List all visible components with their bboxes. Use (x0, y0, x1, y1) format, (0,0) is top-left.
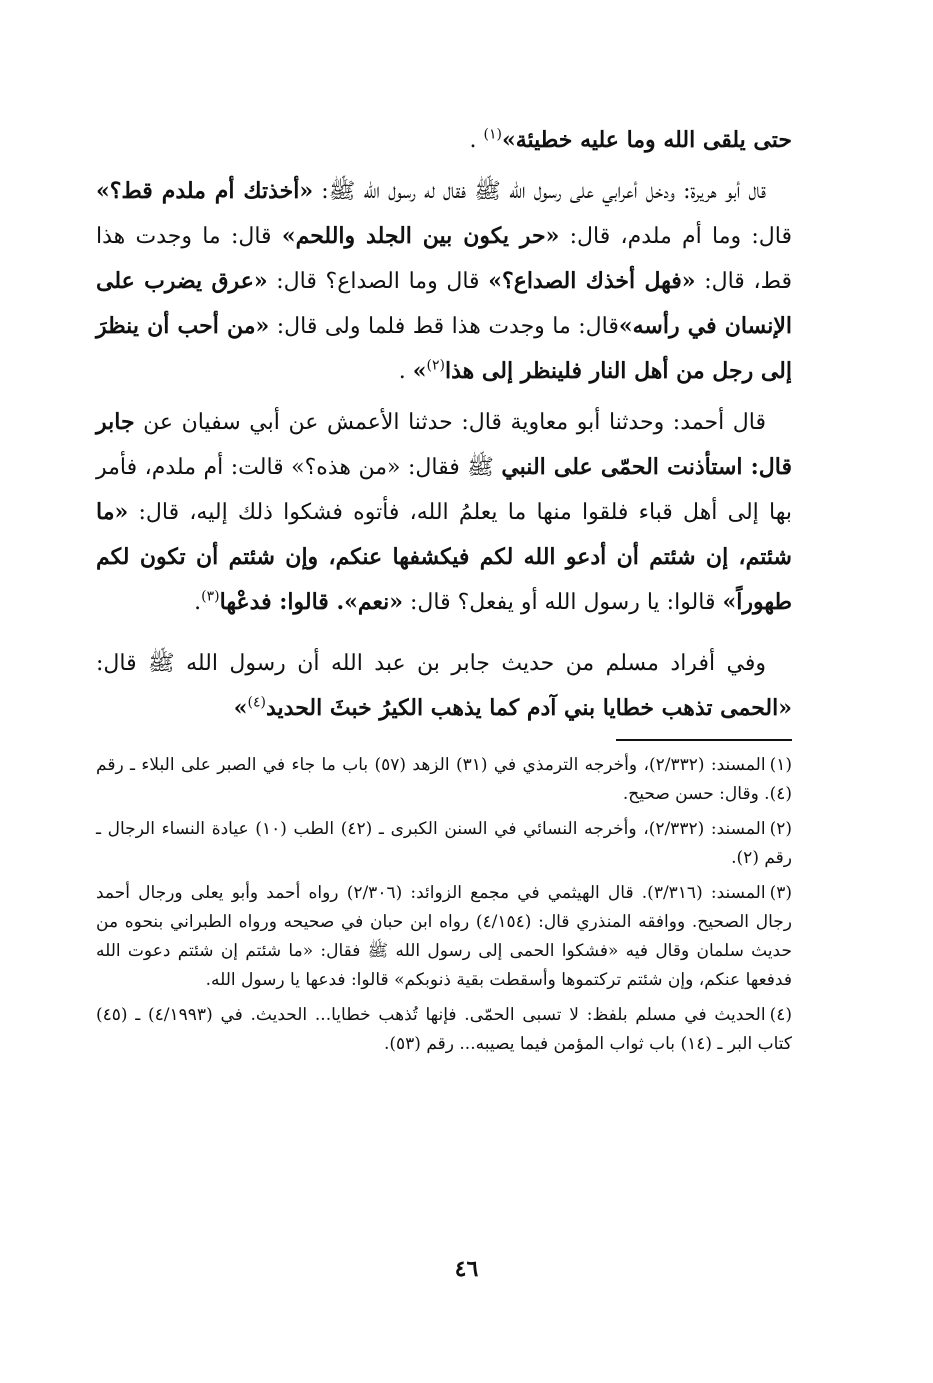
footnote-3 (96, 879, 792, 995)
paragraph-text: قال أبو هريرة: ودخل أعرابي على رسول الله ﷺ فقال له رسول الله ﷺ: (313, 179, 767, 204)
footnote-1 (96, 751, 792, 809)
paragraph-text: . (398, 359, 413, 384)
quote-bold: جابر قال: استأذنت الحمّى على النبي (96, 409, 792, 480)
paragraph-text: ﷺ فقال: «من هذه؟» قالت: أم ملدم، فأمر بها إلى أهل قباء فلقوا منها ما يعلمُ الله، فأتوه فشكوا ذلك إليه، قال: (96, 455, 792, 525)
footnote-4 (96, 1001, 792, 1059)
quote-bold: » (412, 358, 427, 384)
page-number: ٤٦ (454, 1256, 479, 1282)
footnotes (96, 751, 792, 1059)
paragraph-text: وفي أفراد مسلم من حديث جابر بن عبد الله أن رسول الله ﷺ قال: (96, 651, 766, 676)
paragraph-3 (96, 400, 792, 625)
footnote-text: المسند: (٣/٣١٦). قال الهيثمي في مجمع الزوائد: (٢/٣٠٦) رواه أحمد وأبو يعلى ورجال أحمد رجال الصحيح. ووافقه المنذري قال: (٤/١٥٤) رواه ابن حبان في صحيحه ورواه الطبراني بنحوه من حديث سلمان وقال فيه «فشكوا الحمى إلى رسول الله ﷺ فقال: «ما شئتم إن شئتم دعوت الله فدفعها عنكم، وإن شئتم تركتموها وأسقطت بقية ذنوبكم» قالوا: فدعها يا رسول الله. (96, 883, 792, 990)
paragraph-text: . (194, 590, 202, 615)
paragraph-text: قال: وما أم ملدم، قال: (559, 224, 792, 249)
paragraph-1 (96, 118, 792, 163)
book-page (96, 118, 792, 1065)
quote-bold: «عرق يضرب على الإنسان في رأسه» (96, 268, 793, 339)
paragraph-text: قالوا: يا رسول الله أو يفعل؟ قال: (403, 590, 723, 615)
quote-bold: «ما شئتم، إن شئتم أن أدعو الله لكم فيكشفها عنكم، وإن شئتم أن تكون لكم طهوراً» (96, 499, 792, 615)
footnote-ref: (٣) (201, 588, 220, 605)
paragraph-text: قال أحمد: وحدثنا أبو معاوية قال: حدثنا الأعمش عن أبي سفيان عن (134, 410, 766, 435)
footnote-2 (96, 815, 792, 873)
footnote-text: المسند: (٢/٣٣٢)، وأخرجه الترمذي في (٣١) الزهد (٥٧) باب ما جاء في الصبر على البلاء ـ رقم (٤). وقال: حسن صحيح. (96, 755, 792, 804)
footnote-text: المسند: (٢/٣٣٢)، وأخرجه النسائي في السنن الكبرى ـ (٤٢) الطب (١٠) عيادة النساء الرجال ـ رقم (٢). (96, 819, 792, 868)
paragraph-2 (96, 169, 792, 394)
footnote-number: (١) (769, 755, 793, 775)
footnote-text: الحديث في مسلم بلفظ: لا تسبى الحمّى. فإنها تُذهب خطايا... الحديث. في (٤/١٩٩٣) ـ (٤٥) كتاب البر ـ (١٤) باب ثواب المؤمن فيما يصيبه... رقم (٥٣). (96, 1005, 792, 1054)
footnote-number: (٢) (769, 819, 792, 839)
footnote-ref: (١) (483, 126, 502, 143)
quote-bold: «من أحب أن ينظرَ إلى رجل من أهل النار فلينظر إلى هذا (96, 313, 792, 384)
footnote-ref: (٢) (426, 357, 445, 374)
main-text (96, 118, 792, 731)
footnote-number: (٣) (769, 883, 792, 903)
quote-bold: «الحمى تذهب خطايا بني آدم كما يذهب الكيرُ خبثَ الحديد (265, 695, 792, 721)
footnote-number: (٤) (769, 1005, 792, 1025)
footnote-ref: (٤) (247, 694, 266, 711)
quote-bold: حتى يلقى الله وما عليه خطيئة» (501, 127, 792, 153)
paragraph-text: . (469, 128, 484, 153)
paragraph-text: قال: ما وجدت هذا قط فلما ولى قال: (269, 314, 619, 339)
quote-bold: «أخذتك أم ملدم قط؟» (96, 178, 314, 204)
paragraph-text: قال وما الصداع؟ قال: (267, 269, 489, 294)
quote-bold: «فهل أخذك الصداع؟» (488, 268, 696, 294)
quote-bold: «حر يكون بين الجلد واللحم» (281, 223, 560, 249)
footnote-divider (616, 739, 792, 741)
quote-bold: «نعم». قالوا: فدعْها (219, 589, 404, 615)
paragraph-text: قال: ما وجدت هذا قط، قال: (96, 224, 793, 294)
quote-bold: » (233, 695, 248, 721)
paragraph-4 (96, 641, 792, 731)
